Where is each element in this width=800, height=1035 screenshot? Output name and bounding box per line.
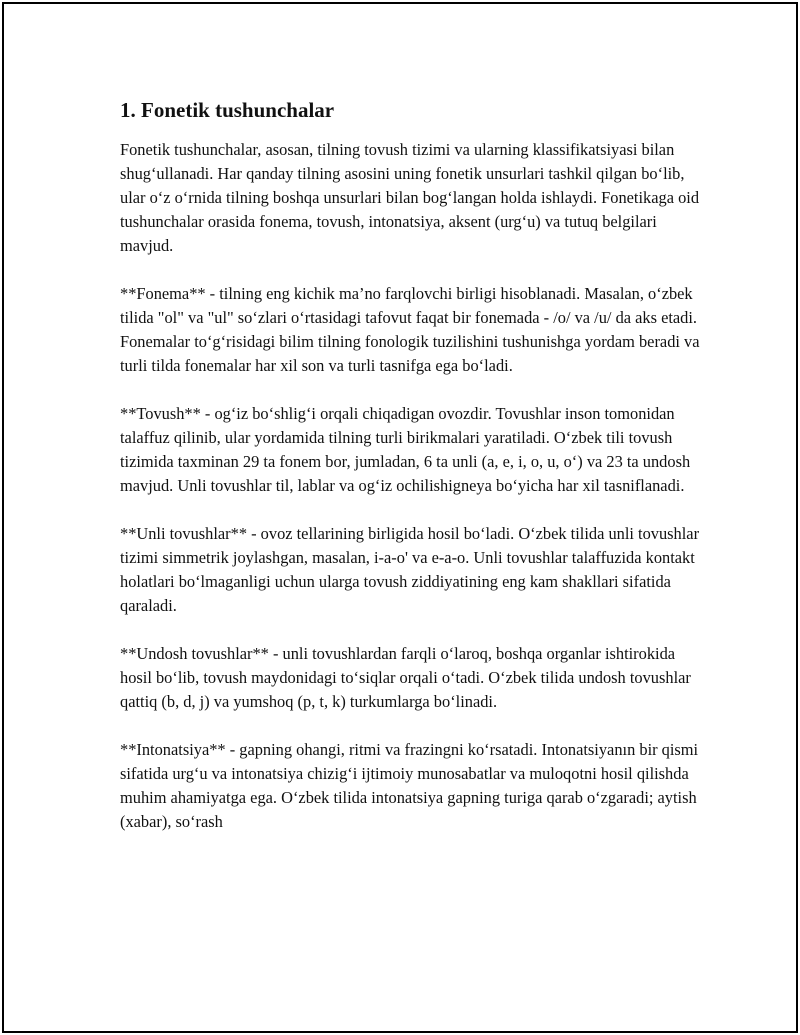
paragraph-intro: Fonetik tushunchalar, asosan, tilning tovush tizimi va ularning klassifikatsiyasi bilan shug‘ullanadi. Har qanday tilning asosini uning fonetik unsurlari tashkil qilgan bo‘lib, ular o‘z o‘rnida tilning boshqa unsurlari bilan bog‘langan holda ishlaydi. Fonetikaga oid tushunchalar orasida fonema, tovush, intonatsiya, aksent (urg‘u) va tutuq belgilari mavjud. bbox=[120, 140, 700, 255]
paragraph-undosh-tovushlar: **Undosh tovushlar** - unli tovushlardan farqli o‘laroq, boshqa organlar ishtirokida hosil bo‘lib, tovush maydonidagi to‘siqlar orqali o‘tadi. O‘zbek tilida undosh tovushlar qattiq (b, d, j) va yumshoq (p, t, k) turkumlarga bo‘linadi. bbox=[120, 644, 691, 711]
paragraph-unli-tovushlar: **Unli tovushlar** - ovoz tellarining birligida hosil bo‘ladi. O‘zbek tilida unli tovushlar tizimi simmetrik joylashgan, masalan, i-a-o' va e-a-o. Unli tovushlar talaffuzida kontakt holatlari bo‘lmaganligi uchun ularga tovush ziddiyatining eng kam shakllari sifatida qaraladi. bbox=[120, 524, 700, 615]
paragraph-tovush: **Tovush** - og‘iz bo‘shlig‘i orqali chiqadigan ovozdir. Tovushlar inson tomonidan talaffuz qilinib, ular yordamida tilning turli birikmalari yaratiladi. O‘zbek tili tovush tizimida taxminan 29 ta fonem bor, jumladan, 6 ta unli (a, e, i, o, u, o‘) va 23 ta undosh mavjud. Unli tovushlar til, lablar va og‘iz ochilishigneya bo‘yicha har xil tasniflanadi. bbox=[120, 404, 691, 495]
paragraph-intonatsiya: **Intonatsiya** - gapning ohangi, ritmi va frazingni ko‘rsatadi. Intonatsiyanın bir qismi sifatida urg‘u va intonatsiya chizig‘i ijtimoiy munosabatlar va muloqotni hosil qilishda muhim ahamiyatga ega. O‘zbek tilida intonatsiya gapning turiga qarab o‘zgaradi; aytish (xabar), so‘rash bbox=[120, 740, 699, 831]
paragraph-fonema: **Fonema** - tilning eng kichik ma’no farqlovchi birligi hisoblanadi. Masalan, o‘zbek tilida "ol" va "ul" so‘zlari o‘rtasidagi tafovut faqat bir fonemada - /o/ va /u/ da aks etadi. Fonemalar to‘g‘risidagi bilim tilning fonologik tuzilishini tushunishga yordam beradi va turli tilda fonemalar har xil son va turli tasnifga ega bo‘ladi. bbox=[120, 284, 700, 375]
section-heading: 1. Fonetik tushunchalar bbox=[120, 98, 335, 122]
document-body bbox=[120, 96, 700, 858]
document-page bbox=[2, 2, 798, 1033]
